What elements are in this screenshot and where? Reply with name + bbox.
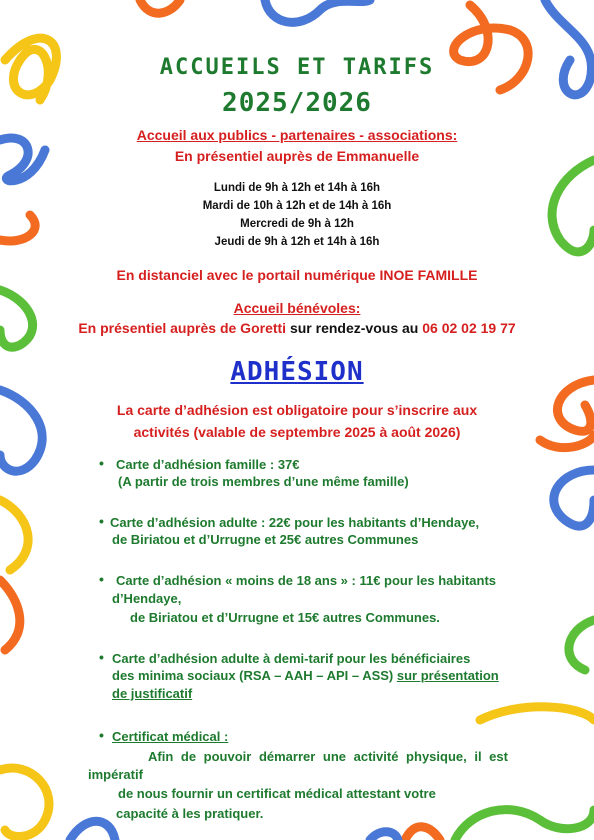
item-halfprice-proof: sur présentation xyxy=(396,668,499,683)
volunteers-contact: En présentiel auprès de Goretti xyxy=(78,320,287,336)
item-family-line1: Carte d’adhésion famille : 37€ xyxy=(116,457,300,472)
item-halfprice-line1: Carte d’adhésion adulte à demi-tarif pour les bénéficiaires xyxy=(112,651,471,666)
volunteers-appointment: sur rendez-vous au xyxy=(286,320,423,336)
hours-wednesday: Mercredi de 9h à 12h xyxy=(240,218,354,230)
scribble-green-leftmid xyxy=(0,290,33,347)
scribble-yellow-bottomright xyxy=(480,707,594,720)
bullet: • xyxy=(99,571,104,587)
item-halfprice-line2 xyxy=(112,668,499,683)
scribble-blue-topright xyxy=(545,0,592,95)
adhesion-intro-2: activités (valable de septembre 2025 à août 2026) xyxy=(133,424,461,440)
item-adult-line2: de Biriatou et d’Urrugne et 25€ autres Communes xyxy=(112,532,419,547)
hours-thursday: Jeudi de 9h à 12h et 14h à 16h xyxy=(214,236,380,248)
adhesion-intro-1: La carte d’adhésion est obligatoire pour s’inscrire aux xyxy=(116,402,478,418)
bullet: • xyxy=(99,727,104,743)
item-halfprice-line3: de justificatif xyxy=(112,686,193,701)
scribble-orange-left xyxy=(0,580,20,650)
volunteers-line xyxy=(0,320,594,336)
item-family-line2: (A partir de trois membres d’une même famille) xyxy=(118,474,409,489)
scribble-blue-bottomleft xyxy=(70,821,115,840)
scribble-orange-bottommid xyxy=(405,827,440,840)
item-certificate-line4: capacité à les pratiquer. xyxy=(116,806,264,821)
item-certificate-line3: de nous fournir un certificat médical attestant votre xyxy=(118,786,436,801)
item-certificate-line2: impératif xyxy=(88,767,143,782)
scribble-green-right-low xyxy=(569,620,594,670)
scribble-yellow-bottomleft xyxy=(0,768,49,837)
distance-note: En distanciel avec le portail numérique INOE FAMILLE xyxy=(116,267,478,283)
item-certificate-line1: Afin de pouvoir démarrer une activité physique, il est xyxy=(148,749,508,764)
scribble-yellow-left xyxy=(0,500,28,570)
item-certificate-heading: Certificat médical : xyxy=(112,729,229,744)
hours-monday: Lundi de 9h à 12h et 14h à 16h xyxy=(213,182,381,194)
scribble-orange-top xyxy=(140,0,180,13)
volunteers-heading: Accueil bénévoles: xyxy=(233,300,361,316)
public-subheading: En présentiel auprès de Emmanuelle xyxy=(174,148,420,164)
page-title: ACCUEILS ET TARIFS xyxy=(159,55,435,80)
item-minor-line2: d’Hendaye, xyxy=(112,591,182,606)
scribble-blue-right xyxy=(554,470,594,526)
adhesion-title: ADHÉSION xyxy=(230,357,364,387)
scribble-blue-topmid xyxy=(265,0,370,22)
bullet: • xyxy=(99,513,104,529)
item-minor-line3: de Biriatou et d’Urrugne et 15€ autres Communes. xyxy=(130,610,440,625)
page-year: 2025/2026 xyxy=(222,88,372,118)
bullet: • xyxy=(99,649,104,665)
public-heading: Accueil aux publics - partenaires - associations: xyxy=(136,127,458,143)
bullet: • xyxy=(99,455,104,471)
item-halfprice-minima: des minima sociaux (RSA – AAH – API – ASS) xyxy=(112,668,397,683)
item-adult-line1: Carte d’adhésion adulte : 22€ pour les habitants d’Hendaye, xyxy=(110,515,480,530)
scribble-green-bottomright xyxy=(455,810,594,840)
scribble-blue-bottom xyxy=(370,832,398,840)
volunteers-phone: 06 02 02 19 77 xyxy=(422,320,516,336)
item-minor-line1: Carte d’adhésion « moins de 18 ans » : 11€ pour les habitants xyxy=(116,573,497,588)
hours-tuesday: Mardi de 10h à 12h et de 14h à 16h xyxy=(202,200,392,212)
